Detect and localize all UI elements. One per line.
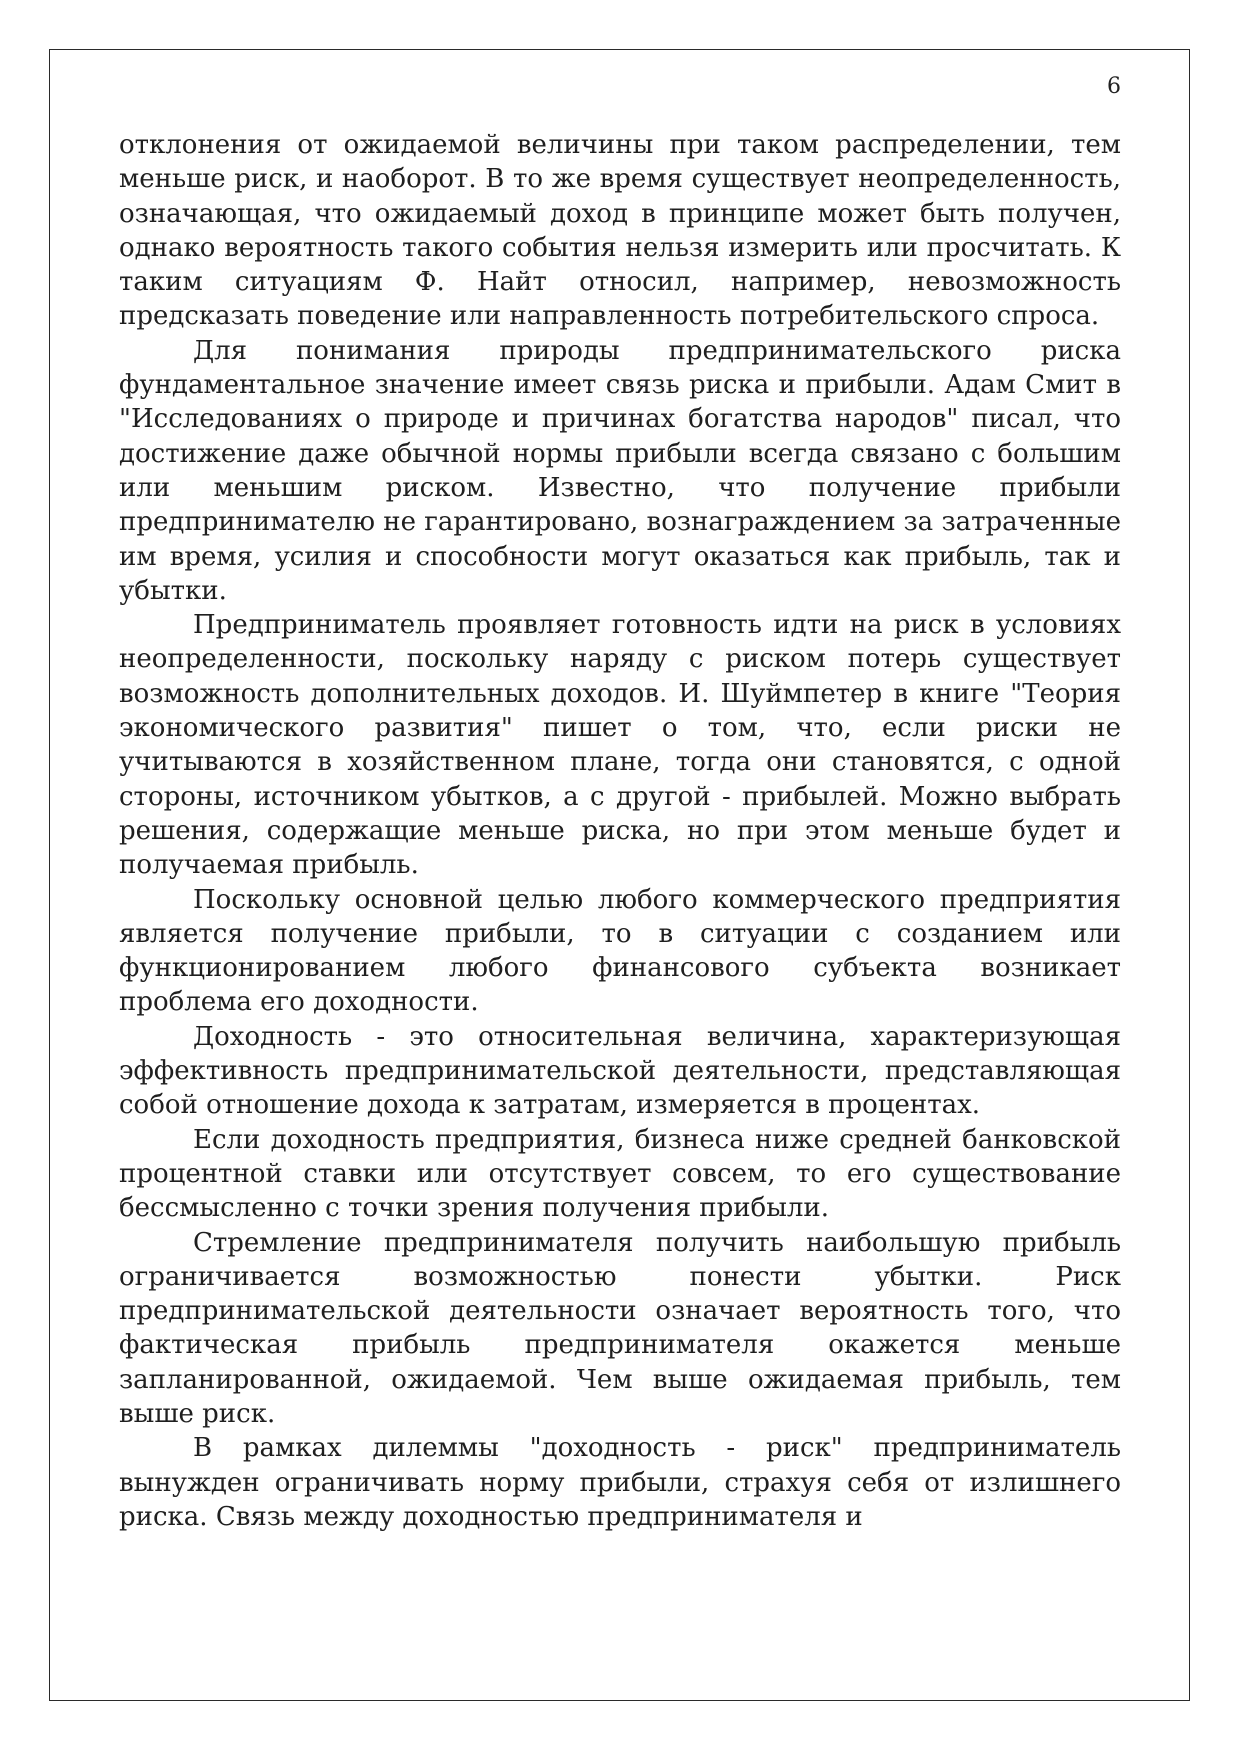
paragraph: Если доходность предприятия, бизнеса ниже средней банковской процентной ставки или отсутствует совсем, то его существование бессмысленно с точки зрения получения прибыли. [119,1124,1121,1224]
document-body [119,128,1121,1534]
page-number: 6 [1107,74,1121,99]
paragraph: Стремление предпринимателя получить наибольшую прибыль ограничивается возможностью понести убытки. Риск предпринимательской деятельности означает вероятность того, что фактическая прибыль предпринимателя окажется меньше запланированной, ожидаемой. Чем выше ожидаемая прибыль, тем выше риск. [119,1227,1121,1429]
paragraph-last: В рамках дилеммы "доходность - риск" предприниматель вынужден ограничивать норму прибыли, страхуя себя от излишнего риска. Связь между доходностью предпринимателя и [119,1433,1121,1532]
paragraph: Предприниматель проявляет готовность идти на риск в условиях неопределенности, поскольку наряду с риском потерь существует возможность дополнительных доходов. И. Шуймпетер в книге "Теория экономического развития" пишет о том, что, если риски не учитываются в хозяйственном плане, тогда они становятся, с одной стороны, источником убытков, а с другой - прибылей. Можно выбрать решения, содержащие меньше риска, но при этом меньше будет и получаемая прибыль. [119,610,1121,881]
paragraph: Поскольку основной целью любого коммерческого предприятия является получение прибыли, то в ситуации с созданием или функционированием любого финансового субъекта возникает проблема его доходности. [119,884,1121,1018]
paragraph: Доходность - это относительная величина, характеризующая эффективность предпринимательской деятельности, представляющая собой отношение дохода к затратам, измеряется в процентах. [119,1021,1121,1121]
paragraph-continued: отклонения от ожидаемой величины при таком распределении, тем меньше риск, и наоборот. В то же время существует неопределенность, означающая, что ожидаемый доход в принципе может быть получен, однако вероятность такого события нельзя измерить или просчитать. К таким ситуациям Ф. Найт относил, например, невозможность предсказать поведение или направленность потребительского спроса. [119,130,1121,332]
paragraph: Для понимания природы предпринимательского риска фундаментальное значение имеет связь риска и прибыли. Адам Смит в "Исследованиях о природе и причинах богатства народов" писал, что достижение даже обычной нормы прибыли всегда связано с большим или меньшим риском. Известно, что получение прибыли предпринимателю не гарантировано, вознаграждением за затраченные им время, усилия и способности могут оказаться как прибыль, так и убытки. [119,335,1121,606]
